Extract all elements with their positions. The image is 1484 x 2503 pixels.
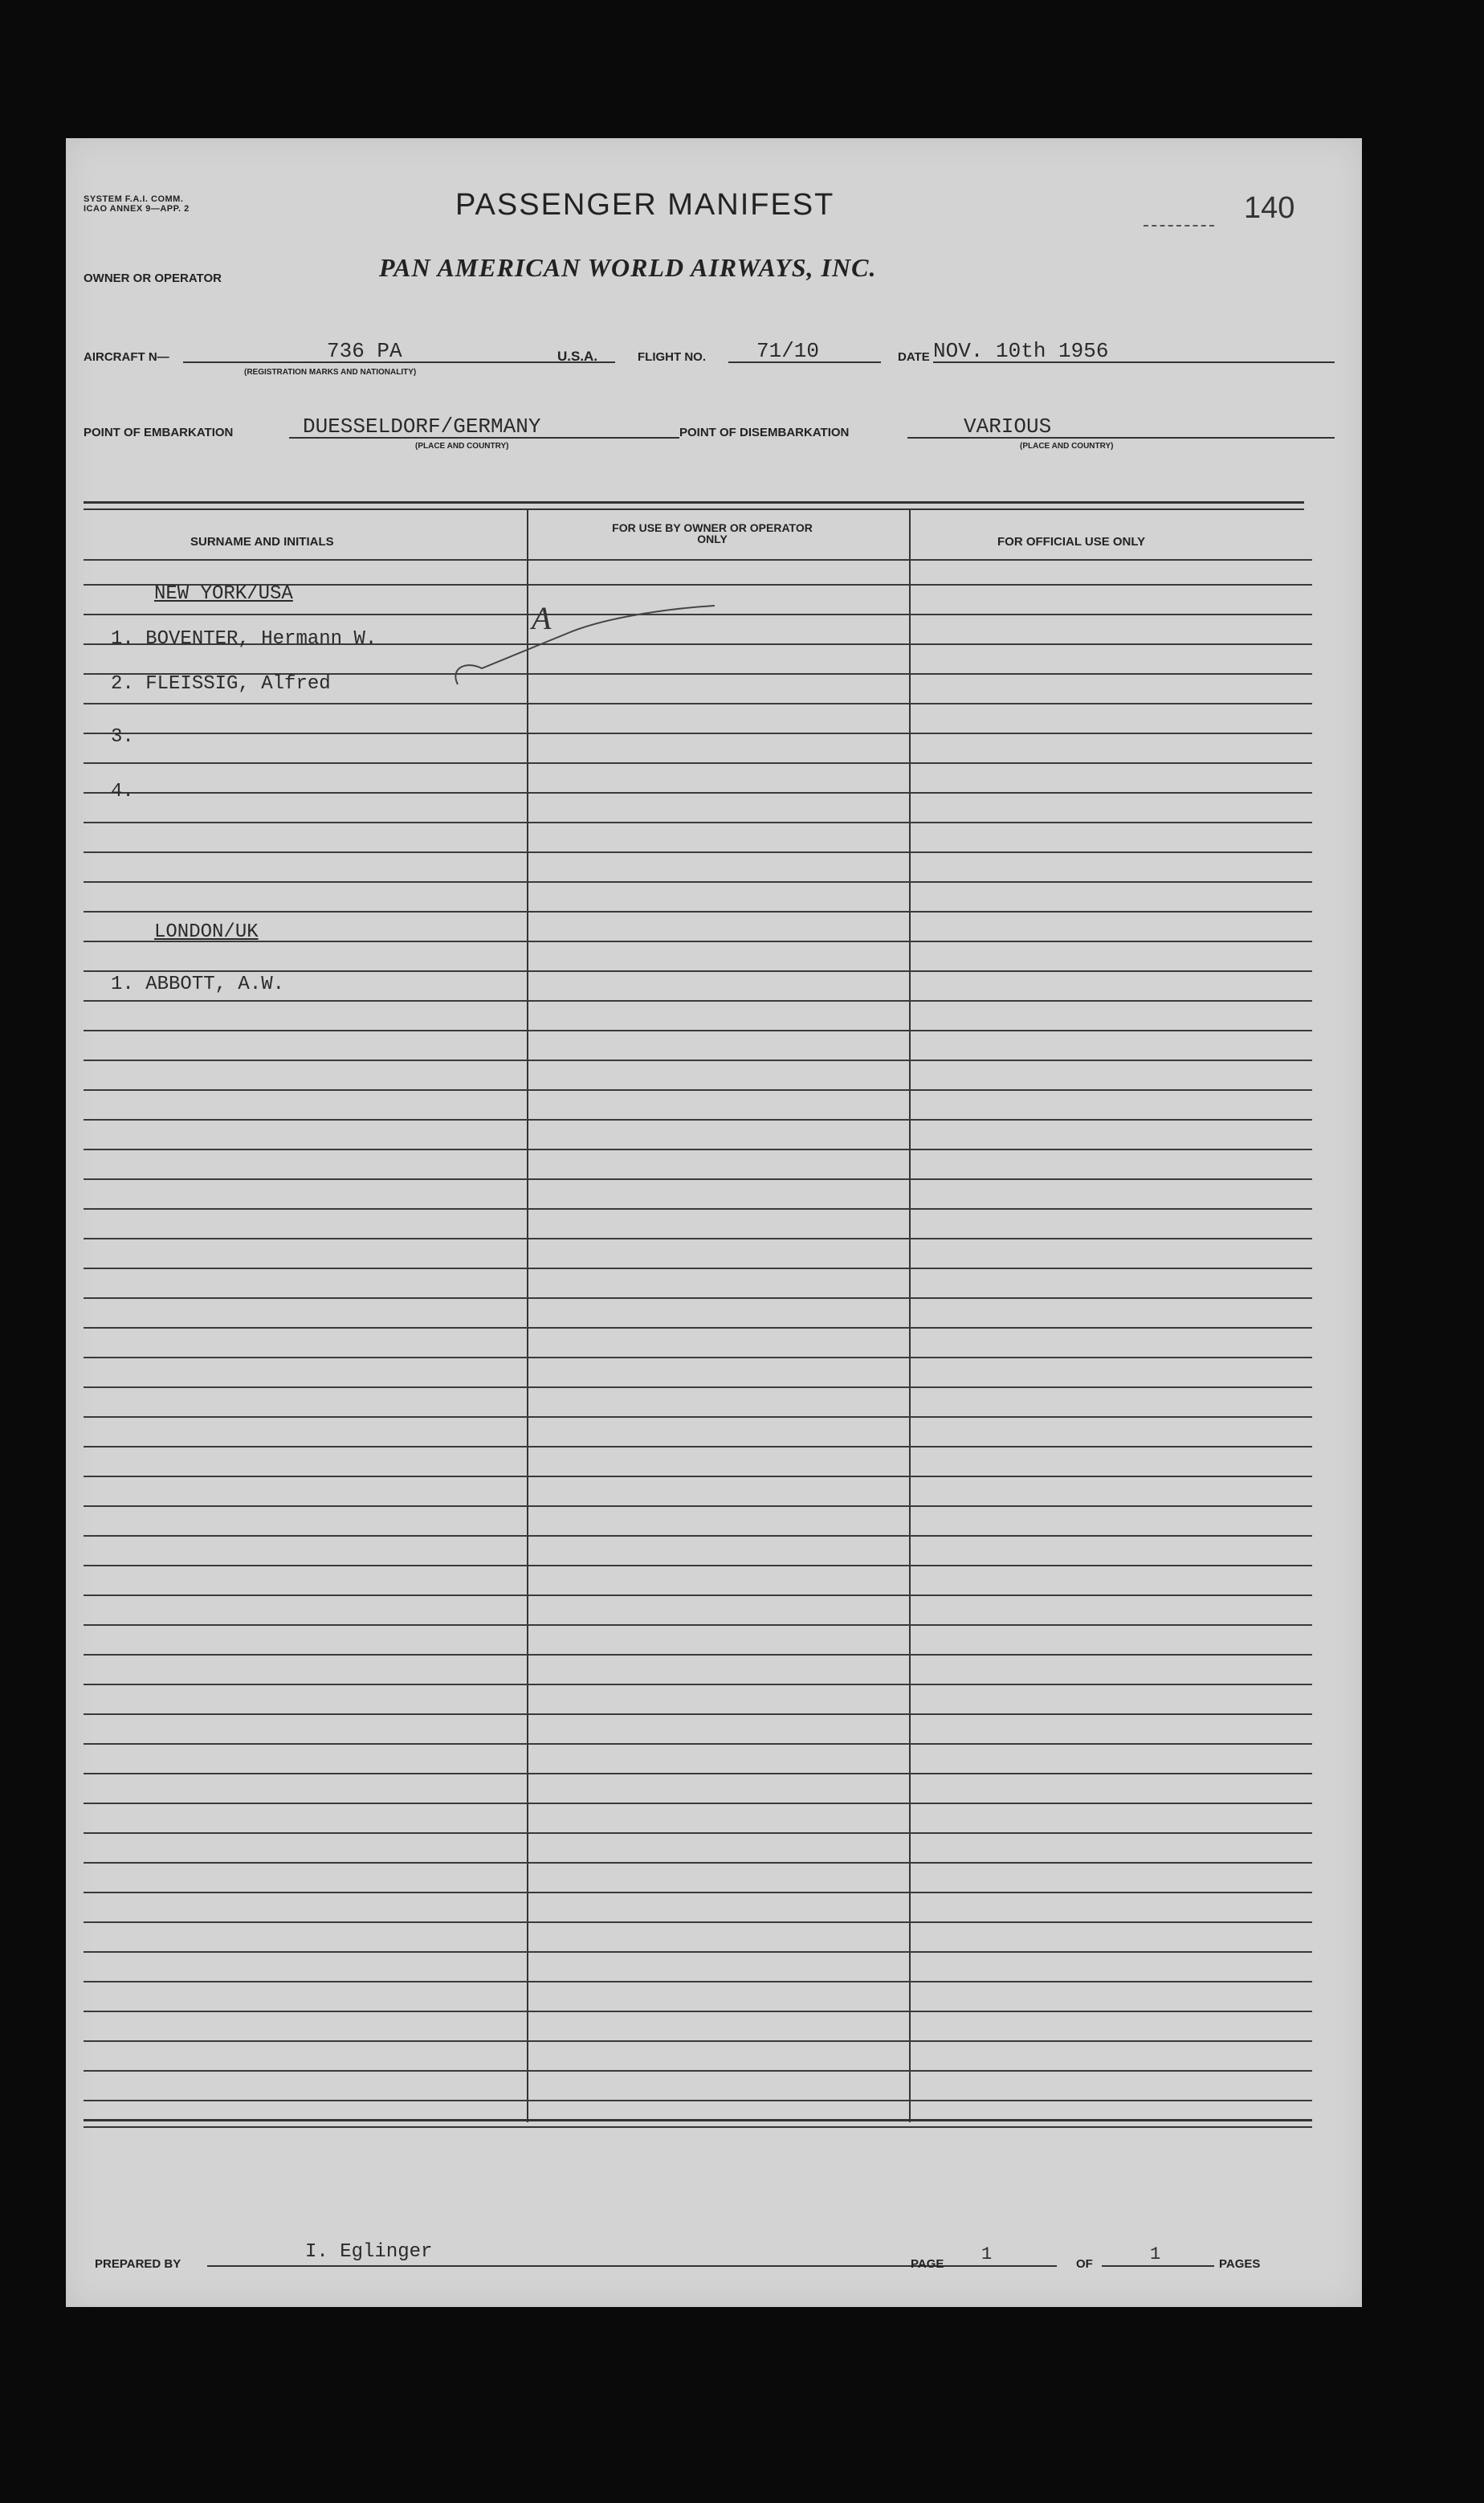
rule-line [84,2100,1312,2101]
rule-line [84,822,1312,823]
prepared-by-label: PREPARED BY [95,2257,181,2271]
rule-line [84,1921,1312,1923]
rule-line [84,1535,1312,1537]
page-total: 1 [1150,2244,1161,2264]
date-value: NOV. 10th 1956 [933,339,1109,363]
rule-line [84,1357,1312,1358]
flight-underline [728,361,881,363]
embarkation-label: POINT OF EMBARKATION [84,426,234,439]
rule-line [84,1386,1312,1388]
rule-line [84,911,1312,913]
rule-line [84,941,1312,942]
rule-line [84,1416,1312,1418]
rule-line [84,1505,1312,1507]
rule-line [84,1951,1312,1953]
rule-line [84,970,1312,972]
embarkation-underline [289,437,679,439]
aircraft-underline [183,361,615,363]
disembarkation-sublabel: (PLACE AND COUNTRY) [1020,442,1114,451]
manifest-sheet [66,138,1362,2307]
owner-label: OWNER OR OPERATOR [84,272,222,285]
aircraft-sublabel: (REGISTRATION MARKS AND NATIONALITY) [244,368,417,377]
aircraft-value: 736 PA [327,339,402,363]
passenger-entry: 3. [111,726,134,748]
rule-line [84,2040,1312,2042]
form-id [84,194,190,214]
rule-line [84,1862,1312,1864]
rule-line [84,2011,1312,2012]
rule-line [84,1803,1312,1804]
rule-line [84,1773,1312,1774]
rule-line [84,1654,1312,1656]
col-header-owner-use: FOR USE BY OWNER OR OPERATOR ONLY [612,521,813,545]
rule-line [84,1624,1312,1626]
rule-line [84,1208,1312,1210]
passenger-entry: 1. ABBOTT, A.W. [111,974,285,995]
disembarkation-value: VARIOUS [964,414,1052,439]
pages-label: PAGES [1219,2257,1261,2271]
page-number: 1 [981,2244,993,2264]
of-label: OF [1076,2257,1093,2271]
prepared-by-underline [207,2265,970,2267]
handwritten-check-mark [450,604,739,700]
rule-line [84,1892,1312,1893]
rule-line [84,1060,1312,1061]
rule-line [84,1149,1312,1150]
rule-line [84,881,1312,883]
rule-line [84,2070,1312,2072]
stamp-dash [1144,225,1214,227]
rule-line [84,733,1312,734]
col-header-official-use: FOR OFFICIAL USE ONLY [997,535,1146,549]
disembarkation-underline [907,437,1335,439]
page-stamp: 140 [1244,191,1295,225]
prepared-by-value: I. Eglinger [305,2241,433,2263]
aircraft-label: AIRCRAFT N— [84,350,169,364]
rule-line [84,1297,1312,1299]
page-label: PAGE [911,2257,944,2271]
rule-line [84,1000,1312,1002]
rule-line [84,1684,1312,1685]
rule-line [84,851,1312,853]
of-underline [1102,2265,1214,2267]
header-rule [84,559,1312,561]
handwritten-initial: A [532,600,552,636]
rule-line [84,703,1312,704]
passenger-entry: 2. FLEISSIG, Alfred [111,673,331,695]
flight-label: FLIGHT NO. [638,350,706,364]
page-title: PASSENGER MANIFEST [455,188,835,222]
form-id-line-1: SYSTEM F.A.I. COMM. [84,194,184,204]
embarkation-value: DUESSELDORF/GERMANY [303,414,541,439]
rule-line [84,1743,1312,1745]
rule-line [84,792,1312,794]
passenger-entry: 1. BOVENTER, Hermann W. [111,628,377,650]
airline-name: PAN AMERICAN WORLD AIRWAYS, INC. [379,253,877,282]
rule-line [84,1594,1312,1596]
date-underline [933,361,1335,363]
embarkation-sublabel: (PLACE AND COUNTRY) [415,442,509,451]
rule-line [84,1268,1312,1269]
country-label: U.S.A. [557,349,598,364]
page-underline [952,2265,1057,2267]
rule-line [84,1089,1312,1091]
rule-line [84,1327,1312,1329]
passenger-entry: 4. [111,781,134,802]
flight-value: 71/10 [756,339,820,363]
col-header-surname: SURNAME AND INITIALS [190,535,334,549]
destination-heading: LONDON/UK [154,921,259,943]
table-top-rule [84,501,1304,510]
form-id-line-2: ICAO ANNEX 9—APP. 2 [84,204,190,214]
rule-line [84,1030,1312,1031]
rule-line [84,1981,1312,1982]
ruled-lines [84,559,1312,2122]
date-label: DATE [898,350,930,364]
disembarkation-label: POINT OF DISEMBARKATION [679,426,850,439]
rule-line [84,1238,1312,1239]
rule-line [84,1565,1312,1566]
rule-line [84,1178,1312,1180]
rule-line [84,1446,1312,1447]
table-bottom-rule [84,2119,1312,2128]
destination-heading: NEW YORK/USA [154,583,293,605]
rule-line [84,762,1312,764]
rule-line [84,1832,1312,1834]
rule-line [84,1476,1312,1477]
rule-line [84,1119,1312,1121]
rule-line [84,1713,1312,1715]
